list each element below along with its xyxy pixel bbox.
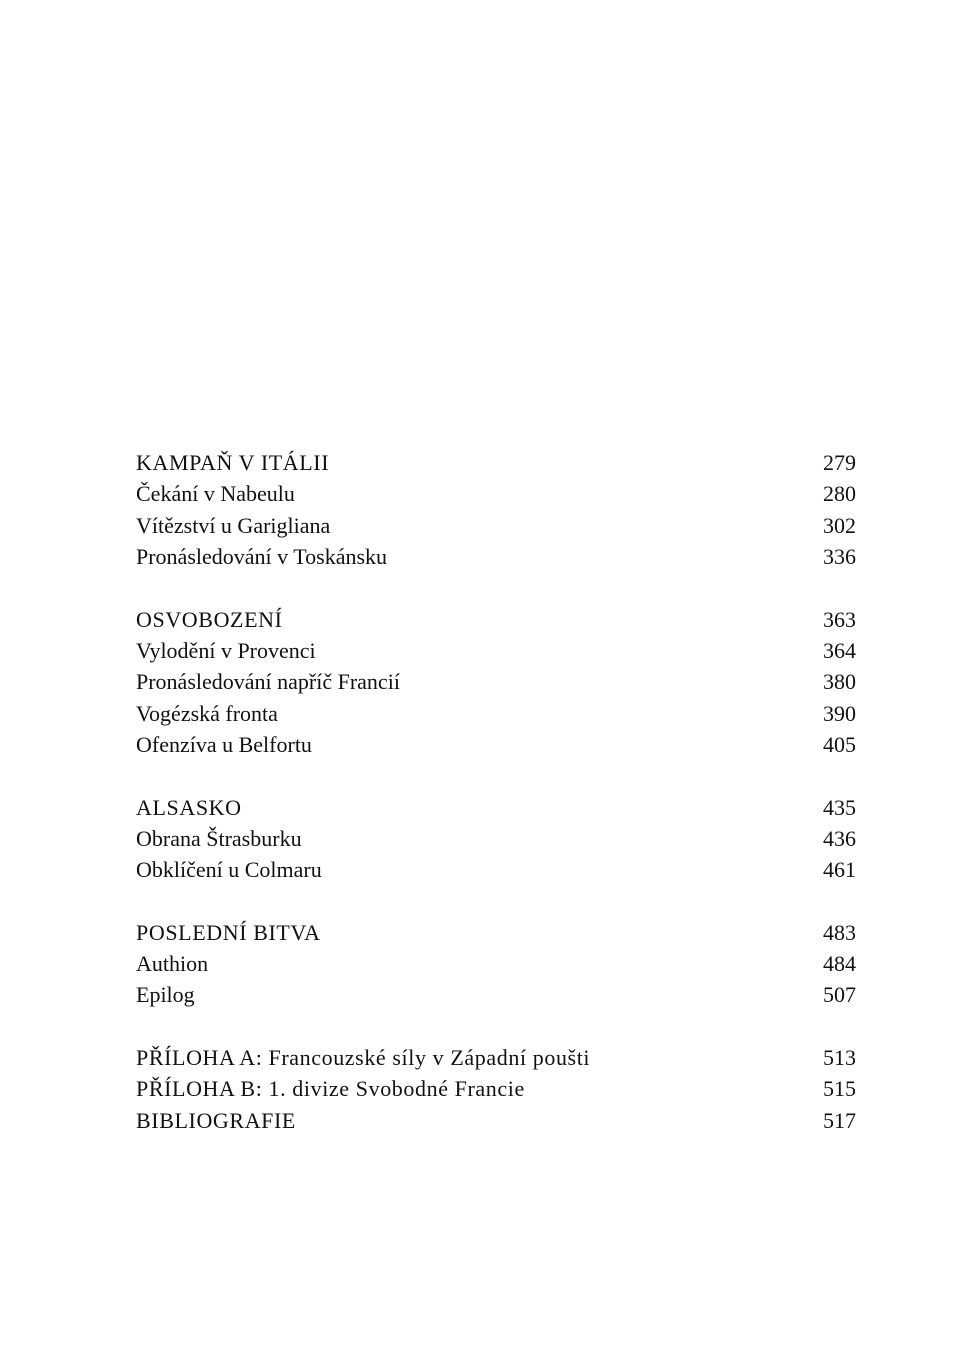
toc-section (136, 917, 856, 1011)
page-number: 435 (823, 794, 856, 820)
chapter-title: Pronásledování napříč Francií (136, 669, 400, 695)
appendix-title: PŘÍLOHA B: 1. divize Svobodné Francie (136, 1076, 525, 1102)
part-title: POSLEDNÍ BITVA (136, 919, 321, 945)
toc-chapter-entry[interactable] (136, 698, 856, 729)
toc-chapter-entry[interactable] (136, 729, 856, 760)
page-number: 515 (823, 1076, 856, 1102)
page-number: 513 (823, 1044, 856, 1070)
toc-chapter-entry[interactable] (136, 510, 856, 541)
chapter-title: Authion (136, 951, 209, 977)
page-number: 280 (823, 481, 856, 507)
toc-chapter-entry[interactable] (136, 666, 856, 697)
toc-appendix-entry[interactable] (136, 1042, 856, 1073)
page-number: 302 (823, 512, 856, 538)
appendix-title: PŘÍLOHA A: Francouzské síly v Západní poušti (136, 1044, 591, 1070)
page-number: 380 (823, 669, 856, 695)
toc-chapter-entry[interactable] (136, 948, 856, 979)
part-title: ALSASKO (136, 794, 242, 820)
chapter-title: Vylodění v Provenci (136, 637, 316, 663)
page-number: 436 (823, 825, 856, 851)
page-number: 364 (823, 637, 856, 663)
toc-chapter-entry[interactable] (136, 478, 856, 509)
toc-part-entry[interactable] (136, 604, 856, 635)
chapter-title: Obrana Štrasburku (136, 825, 302, 851)
toc-chapter-entry[interactable] (136, 541, 856, 572)
toc-chapter-entry[interactable] (136, 635, 856, 666)
chapter-title: Epilog (136, 982, 195, 1008)
chapter-title: Obklíčení u Colmaru (136, 857, 322, 883)
toc-bibliography-entry[interactable] (136, 1105, 856, 1136)
page-number: 279 (823, 450, 856, 475)
toc-chapter-entry[interactable] (136, 854, 856, 885)
page-number: 390 (823, 700, 856, 726)
part-title: KAMPAŇ V ITÁLII (136, 450, 330, 475)
part-title: OSVOBOZENÍ (136, 606, 283, 632)
toc-section (136, 792, 856, 886)
toc-part-entry[interactable] (136, 447, 856, 478)
chapter-title: Vítězství u Garigliana (136, 512, 331, 538)
toc-section (136, 447, 856, 573)
page-number: 336 (823, 544, 856, 570)
page-number: 363 (823, 606, 856, 632)
toc-chapter-entry[interactable] (136, 823, 856, 854)
toc-appendix-entry[interactable] (136, 1073, 856, 1104)
page-number: 483 (823, 919, 856, 945)
chapter-title: Čekání v Nabeulu (136, 481, 295, 507)
chapter-title: Pronásledování v Toskánsku (136, 544, 388, 570)
page-number: 405 (823, 732, 856, 758)
page-number: 507 (823, 982, 856, 1008)
toc-chapter-entry[interactable] (136, 979, 856, 1010)
toc-part-entry[interactable] (136, 917, 856, 948)
table-of-contents (136, 447, 856, 1167)
chapter-title: Ofenzíva u Belfortu (136, 732, 312, 758)
page-number: 461 (823, 857, 856, 883)
toc-section (136, 604, 856, 761)
page-number: 484 (823, 951, 856, 977)
chapter-title: Vogézská fronta (136, 700, 278, 726)
page-number: 517 (823, 1107, 856, 1133)
toc-appendix-section (136, 1042, 856, 1136)
toc-part-entry[interactable] (136, 792, 856, 823)
bibliography-title: BIBLIOGRAFIE (136, 1107, 296, 1133)
